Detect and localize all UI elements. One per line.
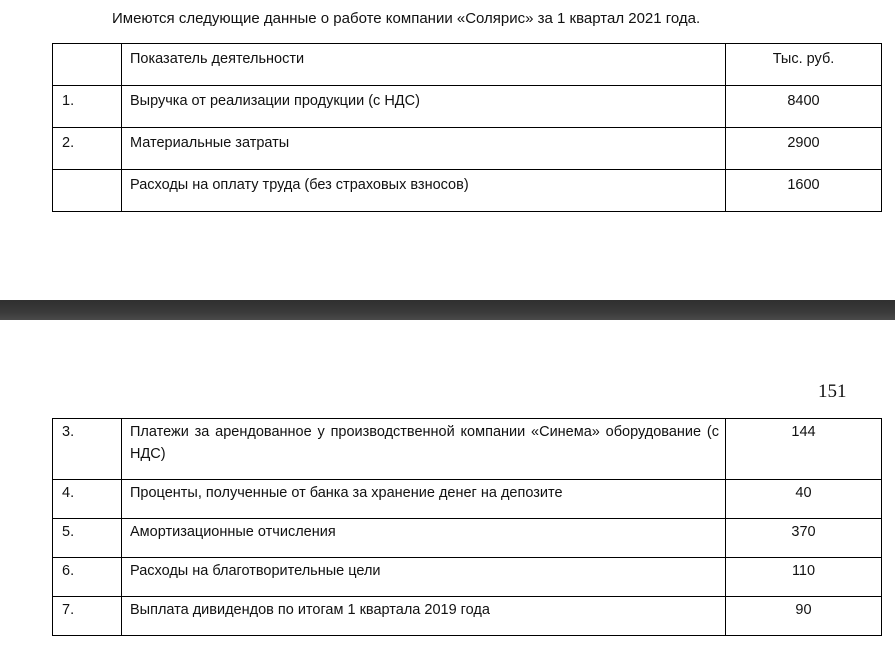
row-num: 1.	[53, 86, 122, 128]
row-indicator: Расходы на оплату труда (без страховых взносов)	[122, 170, 726, 212]
table-row	[53, 519, 882, 558]
row-value: 110	[726, 558, 882, 597]
data-table-top	[52, 43, 882, 212]
intro-text: Имеются следующие данные о работе компании «Солярис» за 1 квартал 2021 года.	[112, 10, 701, 27]
header-unit-cell: Тыс. руб.	[726, 44, 882, 86]
data-table-bottom	[52, 418, 882, 636]
row-value: 90	[726, 597, 882, 636]
page-separator	[0, 300, 895, 320]
row-num: 6.	[53, 558, 122, 597]
row-value: 1600	[726, 170, 882, 212]
row-num: 3.	[53, 419, 122, 480]
row-value: 370	[726, 519, 882, 558]
row-value: 144	[726, 419, 882, 480]
row-num: 4.	[53, 480, 122, 519]
table-header-row	[53, 44, 882, 86]
table-row	[53, 558, 882, 597]
table-row	[53, 419, 882, 480]
row-indicator: Платежи за арендованное у производственной компании «Синема» оборудование (с НДС)	[122, 419, 726, 480]
row-num: 5.	[53, 519, 122, 558]
row-value: 8400	[726, 86, 882, 128]
header-num-cell	[53, 44, 122, 86]
row-indicator: Расходы на благотворительные цели	[122, 558, 726, 597]
table-row	[53, 480, 882, 519]
table-row	[53, 128, 882, 170]
row-num: 7.	[53, 597, 122, 636]
row-indicator: Выплата дивидендов по итогам 1 квартала 2019 года	[122, 597, 726, 636]
row-value: 2900	[726, 128, 882, 170]
table-row	[53, 597, 882, 636]
row-indicator: Проценты, полученные от банка за хранение денег на депозите	[122, 480, 726, 519]
row-num: 2.	[53, 128, 122, 170]
row-indicator: Материальные затраты	[122, 128, 726, 170]
page-number: 151	[818, 381, 847, 402]
table-row	[53, 170, 882, 212]
row-indicator: Выручка от реализации продукции (с НДС)	[122, 86, 726, 128]
table-row	[53, 86, 882, 128]
header-indicator-cell: Показатель деятельности	[122, 44, 726, 86]
row-num	[53, 170, 122, 212]
row-indicator: Амортизационные отчисления	[122, 519, 726, 558]
row-value: 40	[726, 480, 882, 519]
